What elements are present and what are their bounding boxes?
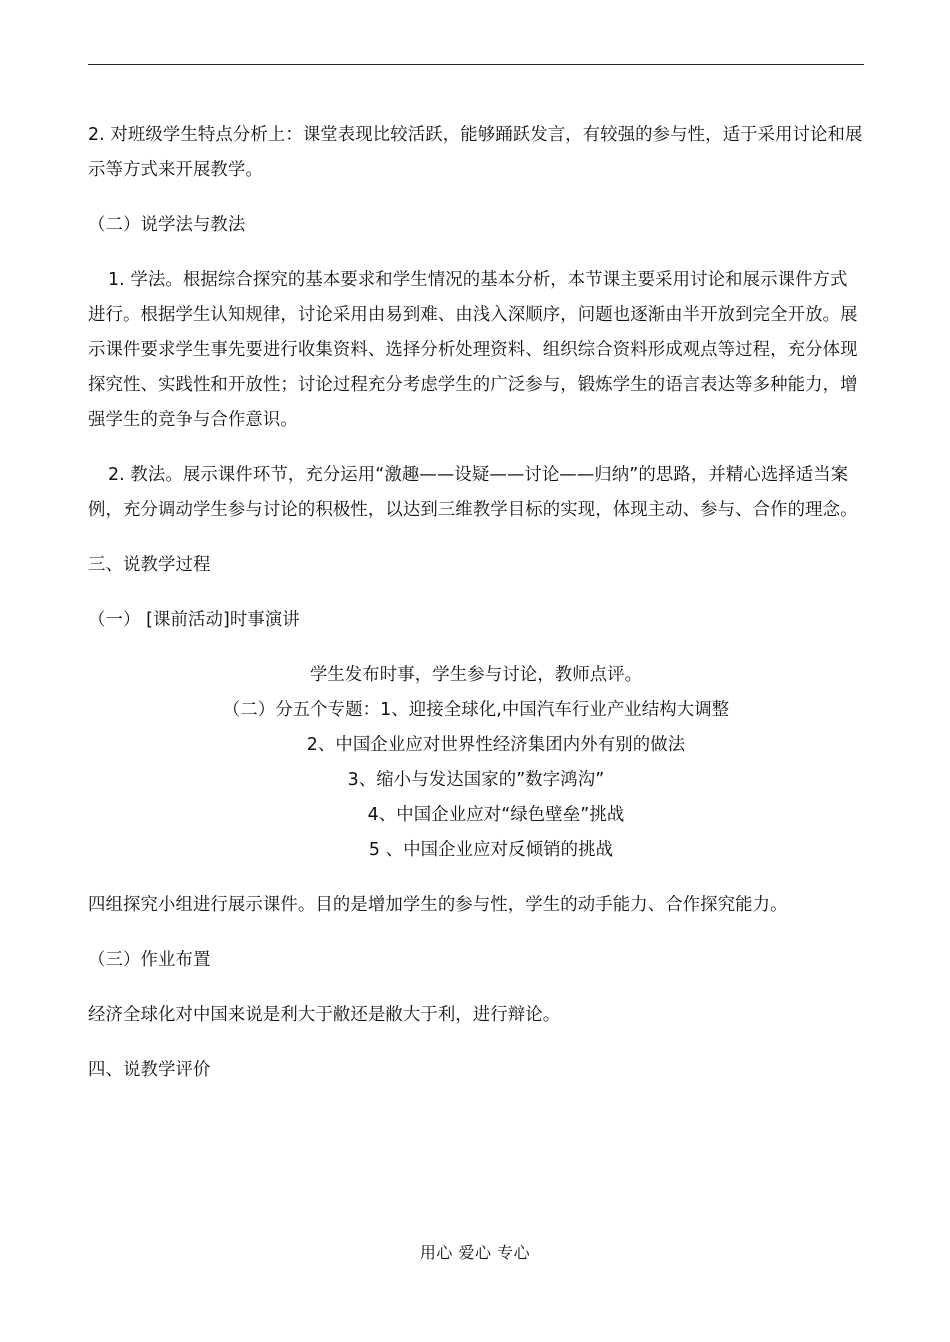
heading-methods: （二）说学法与教法 — [88, 215, 246, 235]
topic-item-4: 4、中国企业应对“绿色壁垒”挑战 — [367, 805, 625, 825]
heading-homework: （三）作业布置 — [88, 950, 211, 970]
paragraph-class-analysis: 2. 对班级学生特点分析上：课堂表现比较活跃，能够踊跃发言，有较强的参与性，适于采用讨论和展示等方式来开展教学。 — [88, 125, 863, 180]
topic-item-3: 3、缩小与发达国家的”数字鸿沟” — [347, 770, 605, 790]
paragraph-teaching-method: 2. 教法。展示课件环节，充分运用“激趣——设疑——讨论——归纳”的思路，并精心选择适当案例，充分调动学生参与讨论的积极性，以达到三维教学目标的实现，体现主动、参与、合作的理念。 — [88, 465, 858, 520]
heading-teaching-evaluation: 四、说教学评价 — [88, 1060, 211, 1080]
heading-teaching-process: 三、说教学过程 — [88, 555, 211, 575]
paragraph-learning-method: 1. 学法。根据综合探究的基本要求和学生情况的基本分析，本节课主要采用讨论和展示课件方式进行。根据学生认知规律，讨论采用由易到难、由浅入深顺序，问题也逐渐由半开放到完全开放。展示课件要求学生事先要进行收集资料、选择分析处理资料、组织综合资料形成观点等过程，充分体现探究性、实践性和开放性；讨论过程充分考虑学生的广泛参与，锻炼学生的语言表达等多种能力，增强学生的竞争与合作意识。 — [88, 270, 858, 430]
paragraph-debate: 经济全球化对中国来说是利大于敝还是敝大于利，进行辩论。 — [88, 1005, 561, 1025]
topic-item-2: 2、中国企业应对世界性经济集团内外有别的做法 — [306, 735, 686, 755]
paragraph-group-presentation: 四组探究小组进行展示课件。目的是增加学生的参与性，学生的动手能力、合作探究能力。 — [88, 895, 788, 915]
page-footer: 用心 爱心 专心 — [419, 1243, 531, 1262]
header-rule — [88, 64, 864, 65]
document-body — [88, 118, 864, 1088]
topic-item-5: 5 、中国企业应对反倾销的挑战 — [368, 840, 614, 860]
topic-item-1: （二）分五个专题：1、迎接全球化,中国汽车行业产业结构大调整 — [222, 700, 730, 720]
paragraph-news-discussion: 学生发布时事，学生参与讨论，教师点评。 — [309, 665, 643, 685]
heading-pre-class-activity: （一） [课前活动]时事演讲 — [88, 610, 300, 630]
